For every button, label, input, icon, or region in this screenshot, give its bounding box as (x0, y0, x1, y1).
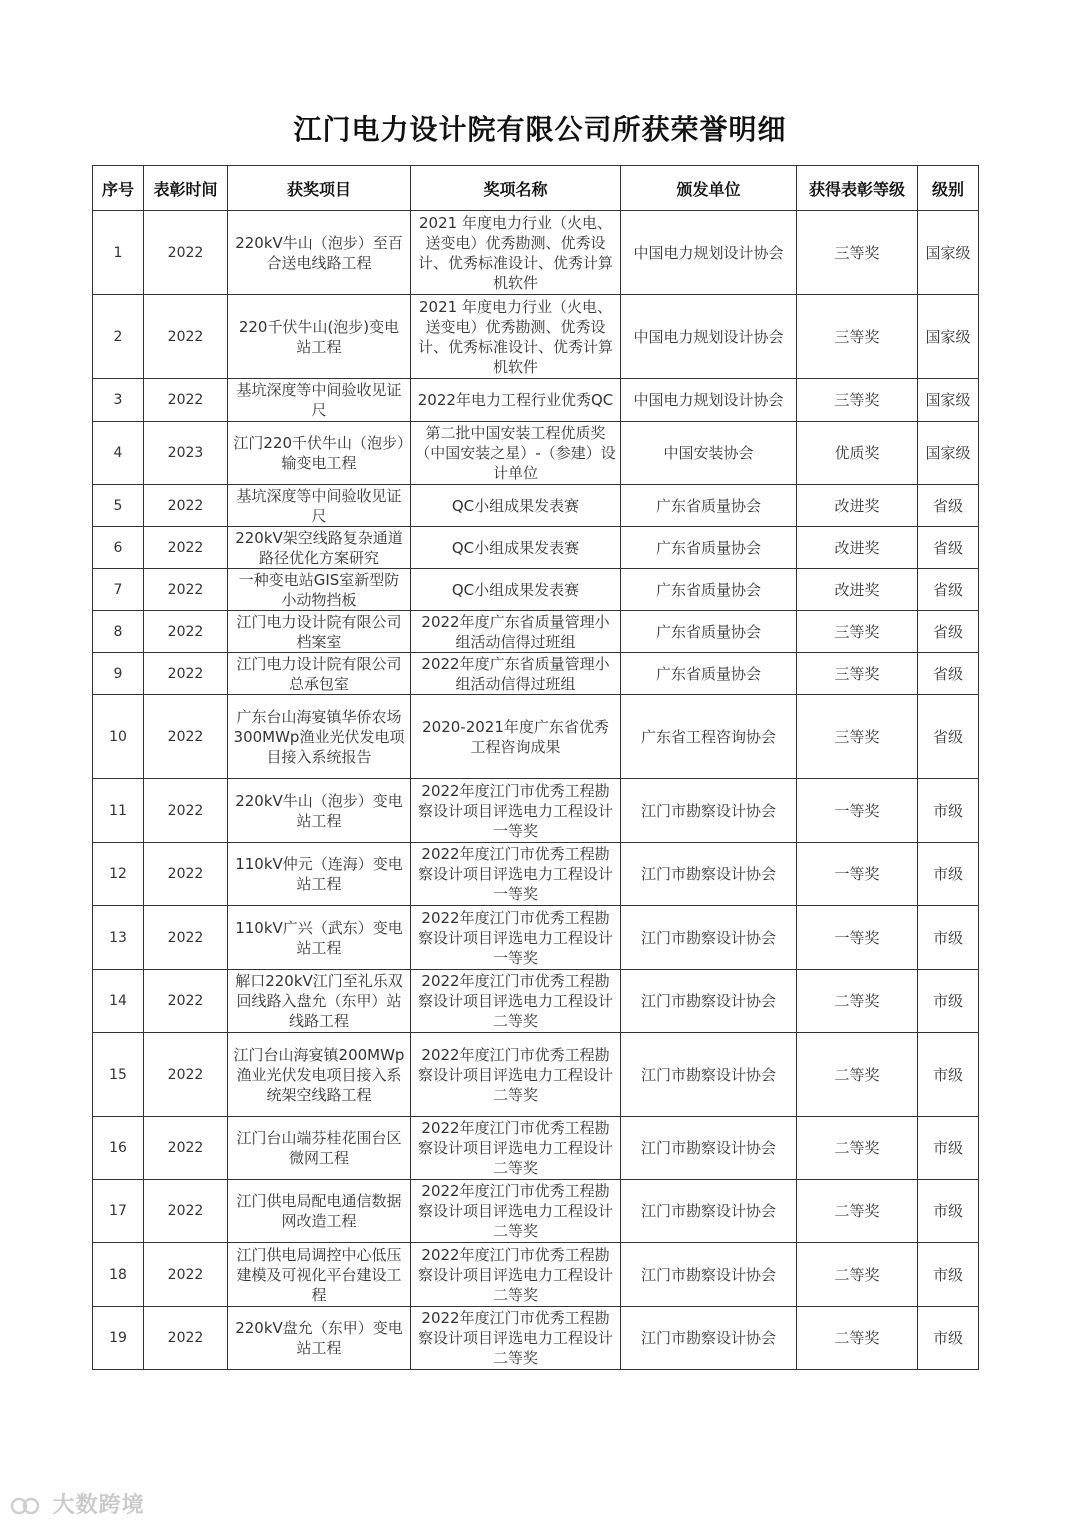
cell-project: 基坑深度等中间验收见证尺 (228, 485, 411, 527)
cell-seq: 16 (93, 1117, 144, 1180)
cell-level: 市级 (918, 1117, 979, 1180)
cell-award-name: QC小组成果发表赛 (411, 527, 621, 569)
cell-seq: 1 (93, 211, 144, 295)
cell-grade: 一等奖 (797, 906, 918, 970)
cell-seq: 17 (93, 1180, 144, 1243)
cell-award-name: 2022年度江门市优秀工程勘察设计项目评选电力工程设计二等奖 (411, 1033, 621, 1117)
cell-grade: 三等奖 (797, 379, 918, 422)
cell-issuer: 中国安装协会 (621, 422, 797, 485)
header-grade: 获得表彰等级 (797, 166, 918, 211)
cell-level: 市级 (918, 1180, 979, 1243)
cell-year: 2022 (144, 1180, 228, 1243)
document-title: 江门电力设计院有限公司所获荣誉明细 (293, 113, 787, 146)
watermark-text: 大数跨境 (52, 1493, 145, 1518)
cell-grade: 三等奖 (797, 211, 918, 295)
cell-grade: 三等奖 (797, 653, 918, 695)
cell-level: 市级 (918, 906, 979, 970)
cell-level: 市级 (918, 1307, 979, 1370)
cell-issuer: 广东省质量协会 (621, 527, 797, 569)
cell-issuer: 广东省工程咨询协会 (621, 695, 797, 779)
header-level: 级别 (918, 166, 979, 211)
cell-project: 解口220kV江门至礼乐双回线路入盘允（东甲）站线路工程 (228, 970, 411, 1033)
cell-grade: 改进奖 (797, 569, 918, 611)
cell-issuer: 中国电力规划设计协会 (621, 211, 797, 295)
cell-seq: 9 (93, 653, 144, 695)
table-row (93, 611, 979, 653)
cell-award-name: 第二批中国安装工程优质奖（中国安装之星）-（参建）设计单位 (411, 422, 621, 485)
header-award-name: 奖项名称 (411, 166, 621, 211)
cell-seq: 15 (93, 1033, 144, 1117)
table-row (93, 295, 979, 379)
cell-year: 2022 (144, 695, 228, 779)
cell-year: 2022 (144, 653, 228, 695)
cell-issuer: 江门市勘察设计协会 (621, 1180, 797, 1243)
cell-seq: 4 (93, 422, 144, 485)
header-seq: 序号 (93, 166, 144, 211)
cell-project: 110kV广兴（武东）变电站工程 (228, 906, 411, 970)
cell-project: 110kV仲元（连海）变电站工程 (228, 843, 411, 906)
cell-level: 省级 (918, 527, 979, 569)
awards-table (92, 165, 979, 1370)
table-row (93, 970, 979, 1033)
cell-grade: 改进奖 (797, 527, 918, 569)
cell-grade: 一等奖 (797, 779, 918, 843)
cell-project: 基坑深度等中间验收见证尺 (228, 379, 411, 422)
cell-award-name: 2022年度广东省质量管理小组活动信得过班组 (411, 611, 621, 653)
cell-project: 江门电力设计院有限公司档案室 (228, 611, 411, 653)
cell-issuer: 中国电力规划设计协会 (621, 295, 797, 379)
cell-level: 市级 (918, 779, 979, 843)
cell-project: 江门供电局调控中心低压建模及可视化平台建设工程 (228, 1243, 411, 1307)
cell-level: 市级 (918, 970, 979, 1033)
table-row (93, 379, 979, 422)
table-row (93, 695, 979, 779)
cell-year: 2022 (144, 843, 228, 906)
cell-level: 省级 (918, 611, 979, 653)
cell-grade: 优质奖 (797, 422, 918, 485)
cell-award-name: 2022年度江门市优秀工程勘察设计项目评选电力工程设计一等奖 (411, 906, 621, 970)
cell-issuer: 广东省质量协会 (621, 611, 797, 653)
cell-project: 一种变电站GIS室新型防小动物挡板 (228, 569, 411, 611)
table-row (93, 653, 979, 695)
cell-level: 市级 (918, 1033, 979, 1117)
cell-seq: 18 (93, 1243, 144, 1307)
cell-level: 省级 (918, 485, 979, 527)
cell-grade: 二等奖 (797, 1117, 918, 1180)
cell-project: 220kV牛山（泡步）至百合送电线路工程 (228, 211, 411, 295)
table-row (93, 211, 979, 295)
header-project: 获奖项目 (228, 166, 411, 211)
cell-year: 2022 (144, 1243, 228, 1307)
cell-award-name: 2022年度江门市优秀工程勘察设计项目评选电力工程设计二等奖 (411, 1117, 621, 1180)
cell-grade: 三等奖 (797, 611, 918, 653)
cell-seq: 14 (93, 970, 144, 1033)
header-year: 表彰时间 (144, 166, 228, 211)
table-header-row (93, 166, 979, 211)
table-row (93, 1307, 979, 1370)
cell-level: 国家级 (918, 379, 979, 422)
cell-seq: 6 (93, 527, 144, 569)
cell-grade: 三等奖 (797, 695, 918, 779)
cell-seq: 19 (93, 1307, 144, 1370)
cell-level: 国家级 (918, 422, 979, 485)
cell-award-name: QC小组成果发表赛 (411, 569, 621, 611)
cell-award-name: 2021 年度电力行业（火电、送变电）优秀勘测、优秀设计、优秀标准设计、优秀计算机软件 (411, 211, 621, 295)
cell-issuer: 中国电力规划设计协会 (621, 379, 797, 422)
table-row (93, 527, 979, 569)
cell-seq: 7 (93, 569, 144, 611)
cell-grade: 二等奖 (797, 1307, 918, 1370)
cell-grade: 一等奖 (797, 843, 918, 906)
cell-issuer: 江门市勘察设计协会 (621, 1033, 797, 1117)
cell-issuer: 江门市勘察设计协会 (621, 1243, 797, 1307)
cell-level: 省级 (918, 653, 979, 695)
cell-level: 国家级 (918, 295, 979, 379)
cell-award-name: 2022年度江门市优秀工程勘察设计项目评选电力工程设计二等奖 (411, 1307, 621, 1370)
cell-project: 220千伏牛山(泡步)变电站工程 (228, 295, 411, 379)
cell-level: 省级 (918, 569, 979, 611)
cell-issuer: 江门市勘察设计协会 (621, 1117, 797, 1180)
cell-award-name: 2021 年度电力行业（火电、送变电）优秀勘测、优秀设计、优秀标准设计、优秀计算机软件 (411, 295, 621, 379)
cell-year: 2022 (144, 379, 228, 422)
cell-seq: 11 (93, 779, 144, 843)
cell-grade: 二等奖 (797, 1243, 918, 1307)
cell-issuer: 广东省质量协会 (621, 569, 797, 611)
table-row (93, 1243, 979, 1307)
cell-grade: 二等奖 (797, 1033, 918, 1117)
cell-award-name: 2022年度广东省质量管理小组活动信得过班组 (411, 653, 621, 695)
table-row (93, 1180, 979, 1243)
cell-grade: 三等奖 (797, 295, 918, 379)
cell-issuer: 广东省质量协会 (621, 653, 797, 695)
cell-issuer: 江门市勘察设计协会 (621, 1307, 797, 1370)
cell-grade: 二等奖 (797, 1180, 918, 1243)
cell-year: 2022 (144, 906, 228, 970)
cell-award-name: 2022年度江门市优秀工程勘察设计项目评选电力工程设计一等奖 (411, 779, 621, 843)
header-issuer: 颁发单位 (621, 166, 797, 211)
cell-award-name: 2022年度江门市优秀工程勘察设计项目评选电力工程设计二等奖 (411, 1243, 621, 1307)
cell-seq: 12 (93, 843, 144, 906)
cell-year: 2022 (144, 1033, 228, 1117)
cell-issuer: 江门市勘察设计协会 (621, 843, 797, 906)
cell-project: 220kV盘允（东甲）变电站工程 (228, 1307, 411, 1370)
cell-project: 220kV牛山（泡步）变电站工程 (228, 779, 411, 843)
cell-award-name: 2022年度江门市优秀工程勘察设计项目评选电力工程设计二等奖 (411, 970, 621, 1033)
cell-project: 江门台山海宴镇200MWp渔业光伏发电项目接入系统架空线路工程 (228, 1033, 411, 1117)
cell-level: 省级 (918, 695, 979, 779)
cell-issuer: 广东省质量协会 (621, 485, 797, 527)
cell-project: 江门220千伏牛山（泡步）输变电工程 (228, 422, 411, 485)
table-row (93, 906, 979, 970)
cell-issuer: 江门市勘察设计协会 (621, 906, 797, 970)
cell-project: 江门电力设计院有限公司总承包室 (228, 653, 411, 695)
cell-seq: 10 (93, 695, 144, 779)
cell-year: 2022 (144, 779, 228, 843)
cell-level: 市级 (918, 1243, 979, 1307)
cell-year: 2023 (144, 422, 228, 485)
cell-year: 2022 (144, 569, 228, 611)
cell-project: 220kV架空线路复杂通道路径优化方案研究 (228, 527, 411, 569)
cell-project: 江门台山端芬桂花围台区微网工程 (228, 1117, 411, 1180)
cell-award-name: 2022年度江门市优秀工程勘察设计项目评选电力工程设计二等奖 (411, 1180, 621, 1243)
watermark (10, 1488, 145, 1519)
cell-year: 2022 (144, 970, 228, 1033)
watermark-logo-icon (10, 1495, 44, 1517)
cell-seq: 2 (93, 295, 144, 379)
cell-issuer: 江门市勘察设计协会 (621, 779, 797, 843)
cell-level: 国家级 (918, 211, 979, 295)
cell-year: 2022 (144, 611, 228, 653)
cell-seq: 3 (93, 379, 144, 422)
cell-year: 2022 (144, 211, 228, 295)
table-row (93, 843, 979, 906)
cell-project: 江门供电局配电通信数据网改造工程 (228, 1180, 411, 1243)
cell-year: 2022 (144, 527, 228, 569)
cell-award-name: 2022年度江门市优秀工程勘察设计项目评选电力工程设计一等奖 (411, 843, 621, 906)
cell-grade: 改进奖 (797, 485, 918, 527)
cell-seq: 5 (93, 485, 144, 527)
table-row (93, 1033, 979, 1117)
cell-year: 2022 (144, 485, 228, 527)
table-row (93, 1117, 979, 1180)
cell-seq: 8 (93, 611, 144, 653)
cell-issuer: 江门市勘察设计协会 (621, 970, 797, 1033)
cell-year: 2022 (144, 1307, 228, 1370)
table-row (93, 485, 979, 527)
cell-seq: 13 (93, 906, 144, 970)
table-row (93, 779, 979, 843)
cell-year: 2022 (144, 295, 228, 379)
table-row (93, 422, 979, 485)
cell-award-name: 2020-2021年度广东省优秀工程咨询成果 (411, 695, 621, 779)
cell-year: 2022 (144, 1117, 228, 1180)
cell-level: 市级 (918, 843, 979, 906)
cell-grade: 二等奖 (797, 970, 918, 1033)
cell-award-name: QC小组成果发表赛 (411, 485, 621, 527)
cell-award-name: 2022年电力工程行业优秀QC (411, 379, 621, 422)
cell-project: 广东台山海宴镇华侨农场300MWp渔业光伏发电项目接入系统报告 (228, 695, 411, 779)
table-row (93, 569, 979, 611)
